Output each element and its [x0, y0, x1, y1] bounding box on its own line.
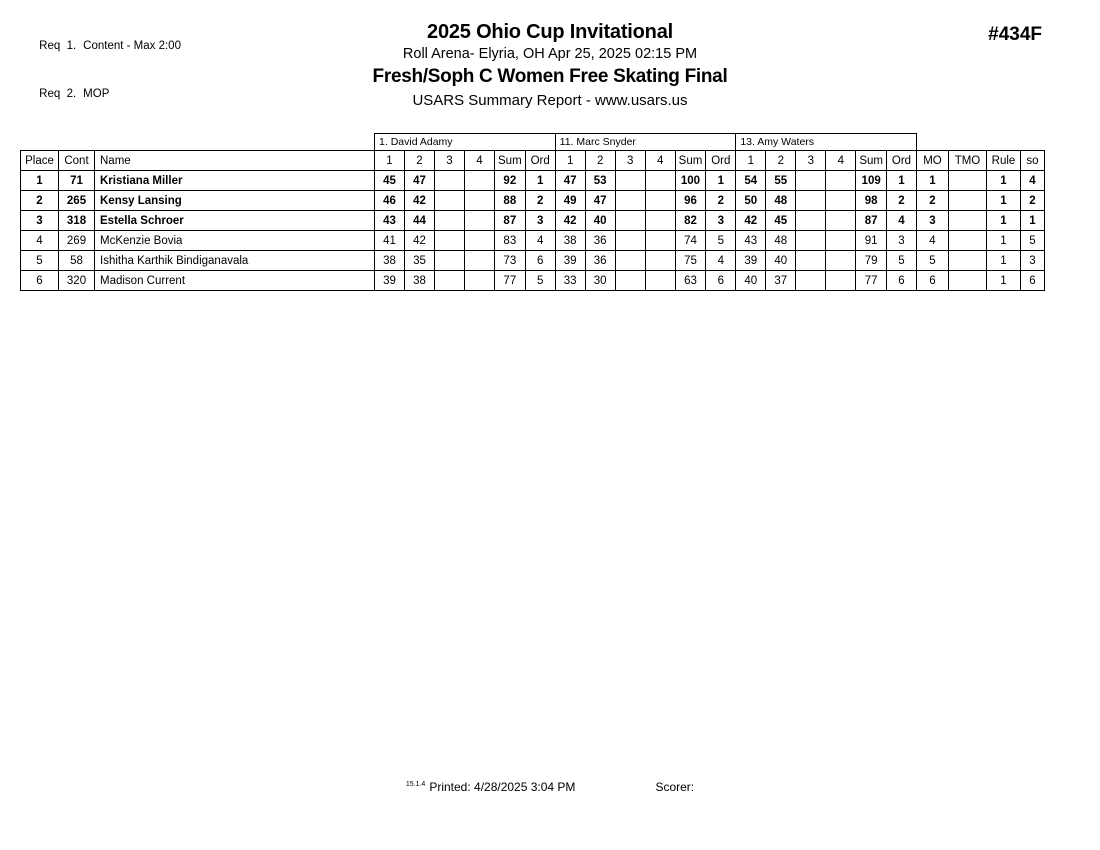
- cell-j1-s1: 46: [375, 191, 405, 211]
- cell-so: 1: [1020, 211, 1044, 231]
- judge-1-name: David Adamy: [390, 136, 453, 148]
- cell-j1-ord: 2: [525, 191, 555, 211]
- cell-j1-s2: 42: [405, 191, 435, 211]
- cell-j3-s4: [826, 271, 856, 291]
- cell-j3-s3: [796, 271, 826, 291]
- cell-j3-s1: 39: [736, 251, 766, 271]
- cell-j3-s4: [826, 211, 856, 231]
- cell-j2-s1: 38: [555, 231, 585, 251]
- cell-j1-s3: [435, 271, 465, 291]
- table-row: [21, 251, 1045, 271]
- cell-j3-s3: [796, 231, 826, 251]
- cell-j3-sum: 79: [856, 251, 887, 271]
- cell-so: 6: [1020, 271, 1044, 291]
- cell-j1-s4: [465, 191, 495, 211]
- header-j1-ord: Ord: [525, 151, 555, 171]
- cell-j3-s4: [826, 171, 856, 191]
- judge-header-row: [21, 134, 1045, 151]
- cell-tmo: [948, 231, 986, 251]
- cell-j2-ord: 6: [706, 271, 736, 291]
- cell-so: 3: [1020, 251, 1044, 271]
- report-header: [0, 20, 1100, 112]
- spacer-cell: [95, 134, 375, 151]
- header-j2-s2: 2: [585, 151, 615, 171]
- cell-place: 1: [21, 171, 59, 191]
- cell-j1-s2: 42: [405, 231, 435, 251]
- cell-j2-sum: 100: [675, 171, 706, 191]
- cell-tmo: [948, 171, 986, 191]
- cell-j1-s1: 45: [375, 171, 405, 191]
- cell-j3-sum: 109: [856, 171, 887, 191]
- cell-j2-s1: 39: [555, 251, 585, 271]
- cell-j1-s4: [465, 171, 495, 191]
- cell-j3-s2: 40: [766, 251, 796, 271]
- venue-and-date: Roll Arena- Elyria, OH Apr 25, 2025 02:15 PM: [402, 46, 698, 62]
- spacer-cell: [948, 134, 986, 151]
- cell-j1-s3: [435, 191, 465, 211]
- header-j3-s3: 3: [796, 151, 826, 171]
- cell-j2-sum: 82: [675, 211, 706, 231]
- printed-timestamp: Printed: 4/28/2025 3:04 PM: [429, 780, 576, 794]
- cell-j3-s3: [796, 171, 826, 191]
- table-row: [21, 171, 1045, 191]
- cell-mo: 3: [916, 211, 948, 231]
- cell-j2-s4: [645, 211, 675, 231]
- header-so: so: [1020, 151, 1044, 171]
- header-j3-ord: Ord: [886, 151, 916, 171]
- judge-1-header: [375, 134, 556, 151]
- cell-place: 2: [21, 191, 59, 211]
- cell-j3-sum: 91: [856, 231, 887, 251]
- cell-j3-ord: 2: [886, 191, 916, 211]
- cell-name: McKenzie Bovia: [95, 231, 375, 251]
- judge-2-header: [555, 134, 736, 151]
- table-row: [21, 211, 1045, 231]
- column-header-row: [21, 151, 1045, 171]
- cell-j2-sum: 75: [675, 251, 706, 271]
- results-table-wrapper: [20, 133, 1045, 291]
- spacer-cell: [59, 134, 95, 151]
- report-footer: [0, 780, 1100, 794]
- cell-cont: 265: [59, 191, 95, 211]
- cell-j2-s2: 53: [585, 171, 615, 191]
- header-mo: MO: [916, 151, 948, 171]
- cell-j3-s1: 50: [736, 191, 766, 211]
- cell-j2-s4: [645, 231, 675, 251]
- cell-tmo: [948, 211, 986, 231]
- cell-j2-s3: [615, 271, 645, 291]
- cell-name: Madison Current: [95, 271, 375, 291]
- header-j1-s3: 3: [435, 151, 465, 171]
- cell-so: 5: [1020, 231, 1044, 251]
- cell-mo: 5: [916, 251, 948, 271]
- cell-j2-ord: 1: [706, 171, 736, 191]
- cell-j3-sum: 87: [856, 211, 887, 231]
- header-cont: Cont: [59, 151, 95, 171]
- cell-j1-sum: 77: [495, 271, 526, 291]
- judge-3-name: Amy Waters: [757, 136, 815, 148]
- results-table: [20, 133, 1045, 291]
- cell-j1-s4: [465, 211, 495, 231]
- header-rule: Rule: [986, 151, 1020, 171]
- cell-j3-s1: 42: [736, 211, 766, 231]
- cell-j2-s1: 42: [555, 211, 585, 231]
- cell-cont: 318: [59, 211, 95, 231]
- table-row: [21, 231, 1045, 251]
- judge-3-number: 13.: [740, 136, 755, 148]
- cell-j3-ord: 3: [886, 231, 916, 251]
- cell-j1-ord: 5: [525, 271, 555, 291]
- cell-j3-s3: [796, 211, 826, 231]
- cell-so: 2: [1020, 191, 1044, 211]
- cell-rule: 1: [986, 171, 1020, 191]
- cell-j1-ord: 4: [525, 231, 555, 251]
- header-j3-s4: 4: [826, 151, 856, 171]
- judge-2-name: Marc Snyder: [576, 136, 636, 148]
- spacer-cell: [1020, 134, 1044, 151]
- cell-place: 6: [21, 271, 59, 291]
- cell-j1-s1: 39: [375, 271, 405, 291]
- cell-j3-s2: 48: [766, 231, 796, 251]
- cell-j2-s4: [645, 251, 675, 271]
- cell-j3-s3: [796, 251, 826, 271]
- cell-j2-s2: 36: [585, 251, 615, 271]
- cell-j3-ord: 5: [886, 251, 916, 271]
- cell-tmo: [948, 271, 986, 291]
- table-row: [21, 191, 1045, 211]
- cell-j1-s4: [465, 251, 495, 271]
- cell-j2-ord: 3: [706, 211, 736, 231]
- cell-j1-s3: [435, 251, 465, 271]
- requirement-label: Req 1.: [39, 40, 77, 52]
- cell-j1-ord: 3: [525, 211, 555, 231]
- cell-j1-sum: 92: [495, 171, 526, 191]
- judge-3-header: [736, 134, 917, 151]
- spacer-cell: [21, 134, 59, 151]
- cell-place: 4: [21, 231, 59, 251]
- cell-j1-sum: 87: [495, 211, 526, 231]
- cell-j3-ord: 6: [886, 271, 916, 291]
- cell-rule: 1: [986, 271, 1020, 291]
- header-j2-s4: 4: [645, 151, 675, 171]
- judge-1-number: 1.: [379, 136, 388, 148]
- cell-j3-sum: 77: [856, 271, 887, 291]
- cell-cont: 269: [59, 231, 95, 251]
- cell-cont: 71: [59, 171, 95, 191]
- cell-j3-s4: [826, 231, 856, 251]
- cell-j3-s1: 40: [736, 271, 766, 291]
- cell-j3-ord: 4: [886, 211, 916, 231]
- cell-rule: 1: [986, 231, 1020, 251]
- cell-name: Kristiana Miller: [95, 171, 375, 191]
- cell-j1-s3: [435, 231, 465, 251]
- header-j2-ord: Ord: [706, 151, 736, 171]
- cell-j3-s1: 43: [736, 231, 766, 251]
- header-name: Name: [95, 151, 375, 171]
- requirement-text: Content - Max 2:00: [83, 40, 181, 52]
- header-tmo: TMO: [948, 151, 986, 171]
- cell-cont: 320: [59, 271, 95, 291]
- report-subtitle: USARS Summary Report - www.usars.us: [412, 92, 688, 109]
- cell-j1-sum: 83: [495, 231, 526, 251]
- cell-j1-s4: [465, 231, 495, 251]
- cell-j2-sum: 74: [675, 231, 706, 251]
- cell-j2-s4: [645, 171, 675, 191]
- event-code: #434F: [988, 24, 1042, 45]
- cell-mo: 6: [916, 271, 948, 291]
- cell-j2-s3: [615, 251, 645, 271]
- spacer-cell: [986, 134, 1020, 151]
- cell-j2-ord: 4: [706, 251, 736, 271]
- cell-j2-s4: [645, 191, 675, 211]
- header-j2-sum: Sum: [675, 151, 706, 171]
- cell-mo: 1: [916, 171, 948, 191]
- cell-j3-ord: 1: [886, 171, 916, 191]
- version-label: 15.1.4: [405, 781, 426, 788]
- cell-j3-s1: 54: [736, 171, 766, 191]
- cell-j3-s3: [796, 191, 826, 211]
- cell-j2-s1: 49: [555, 191, 585, 211]
- header-j2-s1: 1: [555, 151, 585, 171]
- cell-tmo: [948, 251, 986, 271]
- header-j3-sum: Sum: [856, 151, 887, 171]
- cell-j1-s3: [435, 171, 465, 191]
- cell-j1-s2: 38: [405, 271, 435, 291]
- cell-name: Estella Schroer: [95, 211, 375, 231]
- cell-place: 3: [21, 211, 59, 231]
- header-j1-s4: 4: [465, 151, 495, 171]
- cell-j3-s2: 45: [766, 211, 796, 231]
- cell-name: Kensy Lansing: [95, 191, 375, 211]
- cell-j1-sum: 73: [495, 251, 526, 271]
- header-j1-s2: 2: [405, 151, 435, 171]
- requirement-label: Req 2.: [39, 88, 77, 100]
- header-j3-s2: 2: [766, 151, 796, 171]
- header-j2-s3: 3: [615, 151, 645, 171]
- cell-j3-sum: 98: [856, 191, 887, 211]
- judge-2-number: 11.: [559, 136, 574, 148]
- cell-j3-s4: [826, 191, 856, 211]
- cell-place: 5: [21, 251, 59, 271]
- header-j3-s1: 1: [736, 151, 766, 171]
- cell-rule: 1: [986, 251, 1020, 271]
- cell-j1-s2: 47: [405, 171, 435, 191]
- cell-j3-s4: [826, 251, 856, 271]
- cell-j2-ord: 2: [706, 191, 736, 211]
- header-place: Place: [21, 151, 59, 171]
- cell-j1-s1: 43: [375, 211, 405, 231]
- cell-j2-s3: [615, 231, 645, 251]
- cell-j3-s2: 55: [766, 171, 796, 191]
- header-j1-sum: Sum: [495, 151, 526, 171]
- cell-tmo: [948, 191, 986, 211]
- requirement-text: MOP: [83, 88, 110, 100]
- cell-j1-ord: 1: [525, 171, 555, 191]
- cell-j1-sum: 88: [495, 191, 526, 211]
- cell-j1-s1: 38: [375, 251, 405, 271]
- cell-name: Ishitha Karthik Bindiganavala: [95, 251, 375, 271]
- cell-rule: 1: [986, 191, 1020, 211]
- cell-j2-s2: 47: [585, 191, 615, 211]
- cell-cont: 58: [59, 251, 95, 271]
- cell-rule: 1: [986, 211, 1020, 231]
- cell-j2-s3: [615, 191, 645, 211]
- spacer-cell: [916, 134, 948, 151]
- cell-j2-s1: 47: [555, 171, 585, 191]
- cell-j2-s1: 33: [555, 271, 585, 291]
- cell-j2-s4: [645, 271, 675, 291]
- cell-mo: 4: [916, 231, 948, 251]
- cell-j1-s2: 35: [405, 251, 435, 271]
- cell-j2-s3: [615, 171, 645, 191]
- table-row: [21, 271, 1045, 291]
- event-title: Fresh/Soph C Women Free Skating Final: [372, 66, 728, 87]
- cell-j2-s3: [615, 211, 645, 231]
- cell-mo: 2: [916, 191, 948, 211]
- cell-so: 4: [1020, 171, 1044, 191]
- cell-j1-s3: [435, 211, 465, 231]
- cell-j2-s2: 30: [585, 271, 615, 291]
- cell-j2-ord: 5: [706, 231, 736, 251]
- cell-j1-s2: 44: [405, 211, 435, 231]
- competition-title: 2025 Ohio Cup Invitational: [427, 21, 673, 43]
- header-j1-s1: 1: [375, 151, 405, 171]
- cell-j2-sum: 63: [675, 271, 706, 291]
- cell-j2-s2: 36: [585, 231, 615, 251]
- cell-j3-s2: 37: [766, 271, 796, 291]
- scorer-label: Scorer:: [655, 780, 695, 794]
- cell-j1-s1: 41: [375, 231, 405, 251]
- cell-j3-s2: 48: [766, 191, 796, 211]
- cell-j2-sum: 96: [675, 191, 706, 211]
- cell-j2-s2: 40: [585, 211, 615, 231]
- cell-j1-s4: [465, 271, 495, 291]
- cell-j1-ord: 6: [525, 251, 555, 271]
- results-table-body: [21, 171, 1045, 291]
